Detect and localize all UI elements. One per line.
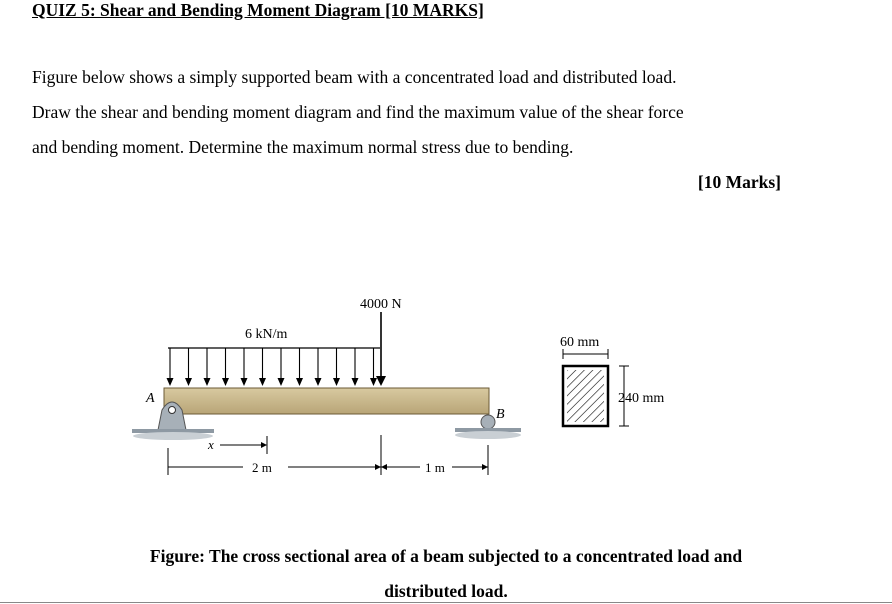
statement-line-2: Draw the shear and bending moment diagram and find the maximum value of the shear force (32, 102, 684, 122)
udl-arrow-head (370, 378, 377, 386)
udl-arrow-head (204, 378, 211, 386)
udl-arrow-head (278, 378, 285, 386)
roller-support-b (455, 415, 521, 439)
udl-arrow-head (352, 378, 359, 386)
marks-label: [10 Marks] (697, 172, 781, 192)
udl-arrow-head (315, 378, 322, 386)
statement-line-1: Figure below shows a simply supported beam with a concentrated load and distributed load. (32, 67, 677, 87)
span-1-label: 2 m (252, 460, 272, 475)
bottom-divider (0, 602, 892, 603)
support-b-label: B (496, 407, 505, 422)
support-a-label: A (146, 391, 155, 406)
statement-line-3: and bending moment. Determine the maximum normal stress due to bending. (32, 137, 574, 157)
udl-arrow-head (296, 378, 303, 386)
udl-arrow-head (222, 378, 229, 386)
problem-statement (32, 60, 812, 165)
section-width-label: 60 mm (560, 335, 600, 350)
x-label: x (208, 437, 214, 452)
figure-caption-line-1: Figure: The cross sectional area of a beam subjected to a concentrated load and (149, 546, 743, 566)
distributed-load-label: 6 kN/m (245, 327, 288, 342)
udl-arrow-head (259, 378, 266, 386)
cross-section (563, 349, 629, 426)
udl-arrow-head (185, 378, 192, 386)
udl-arrow-head (167, 378, 174, 386)
udl-arrow-head (333, 378, 340, 386)
distributed-load-arrows (167, 348, 381, 386)
point-load-label: 4000 N (360, 297, 402, 312)
x-coordinate-arrow (220, 436, 267, 454)
beam (164, 388, 489, 414)
beam-figure (100, 260, 700, 510)
figure-caption-line-2: distributed load. (384, 581, 508, 601)
point-load-arrow (376, 312, 386, 386)
udl-arrow-head (241, 378, 248, 386)
span-2-label: 1 m (425, 460, 445, 475)
section-height-label: 240 mm (618, 391, 665, 406)
quiz-title: QUIZ 5: Shear and Bending Moment Diagram [10 MARKS] (32, 0, 484, 20)
